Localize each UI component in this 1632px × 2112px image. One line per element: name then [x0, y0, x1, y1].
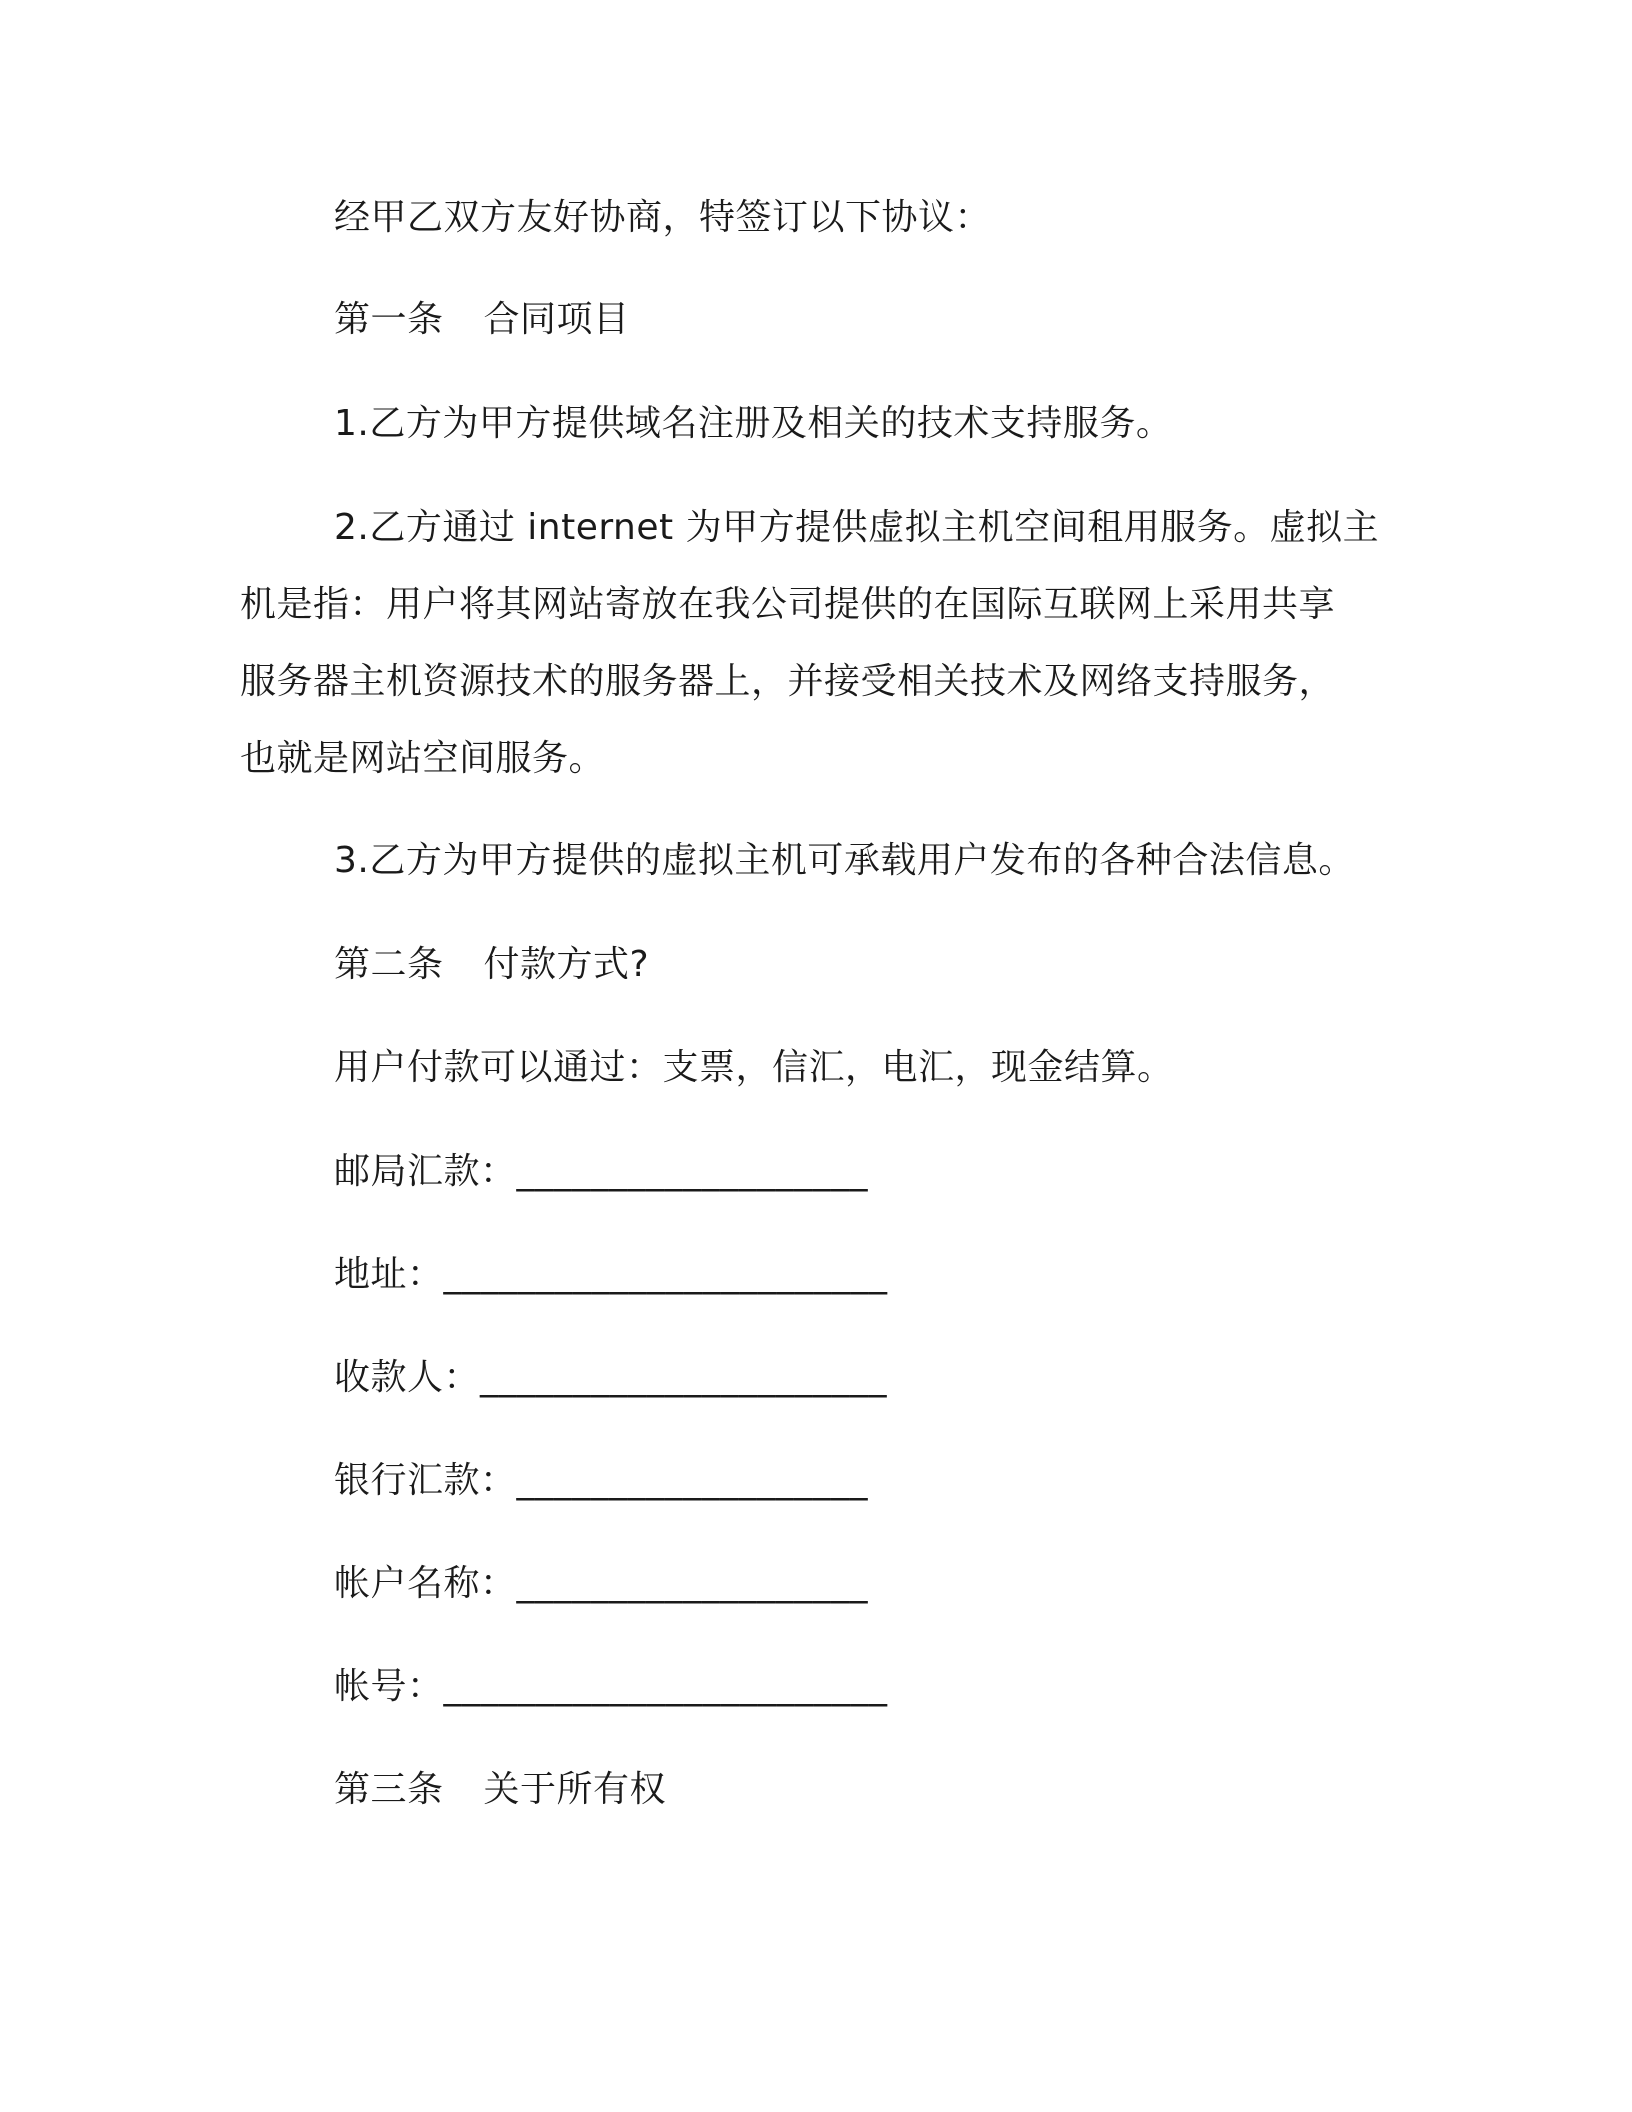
item-3: 3.乙方为甲方提供的虚拟主机可承载用户发布的各种合法信息。 [334, 840, 1355, 881]
account-name-field: 帐户名称：___________________ [334, 1563, 869, 1604]
article-2-number: 第二条 [334, 944, 444, 985]
article-3-title: 关于所有权 [483, 1769, 667, 1810]
item-2-line-1: 2.乙方通过 internet 为甲方提供虚拟主机空间租用服务。虚拟主 [334, 507, 1380, 548]
item-2-line-2: 机是指：用户将其网站寄放在我公司提供的在国际互联网上采用共享 [240, 584, 1336, 625]
intro-paragraph: 经甲乙双方友好协商，特签订以下协议： [334, 197, 992, 238]
article-1-heading [334, 298, 630, 342]
article-1-number: 第一条 [334, 299, 444, 340]
article-2-heading [334, 943, 649, 987]
article-2-title: 付款方式? [483, 944, 650, 985]
article-3-number: 第三条 [334, 1769, 444, 1810]
bank-remittance-field: 银行汇款：___________________ [334, 1460, 869, 1501]
article-3-heading [334, 1768, 666, 1812]
postal-remittance-field: 邮局汇款：___________________ [334, 1151, 869, 1192]
payment-methods: 用户付款可以通过：支票，信汇，电汇，现金结算。 [334, 1047, 1174, 1088]
payee-field: 收款人：______________________ [334, 1357, 888, 1398]
item-2-line-4: 也就是网站空间服务。 [240, 738, 606, 779]
account-number-field: 帐号：________________________ [334, 1666, 888, 1707]
address-field: 地址：________________________ [334, 1254, 888, 1295]
item-1: 1.乙方为甲方提供域名注册及相关的技术支持服务。 [334, 403, 1173, 444]
article-1-title: 合同项目 [483, 299, 630, 340]
item-2-line-3: 服务器主机资源技术的服务器上，并接受相关技术及网络支持服务， [240, 661, 1336, 702]
